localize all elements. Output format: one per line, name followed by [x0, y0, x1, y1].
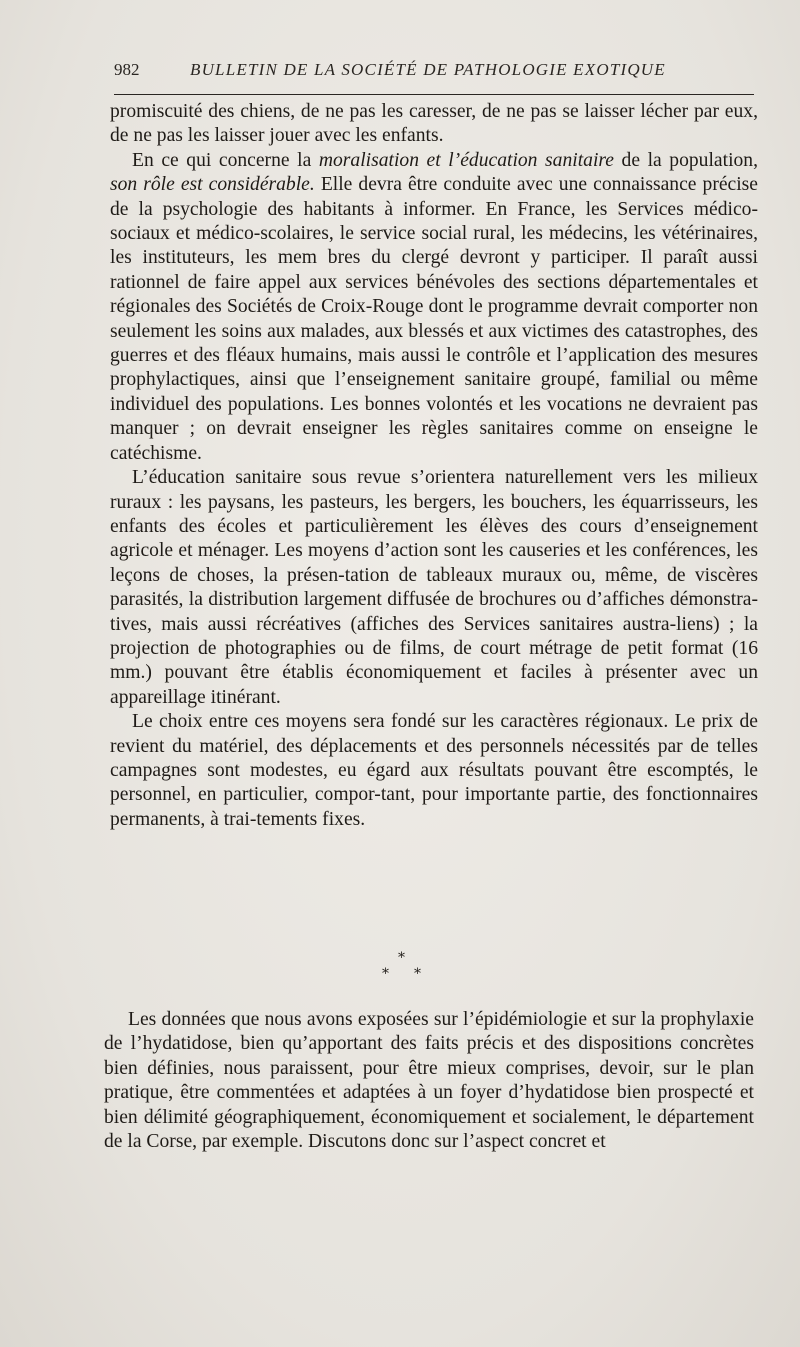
paragraph-moralisation	[110, 149, 758, 466]
paragraph-moralisation-part-b: de la population,	[613, 149, 758, 171]
body-text-upper	[110, 100, 758, 832]
emphasis-role: son rôle est considérable.	[110, 174, 315, 196]
running-header	[114, 56, 754, 90]
paragraph-continuation: promiscuité des chiens, de ne pas les caresser, de ne pas se laisser lécher par eux, de ne pas les laisser jouer avec les enfants.	[110, 101, 758, 147]
asterism	[380, 948, 430, 988]
body-text-lower	[104, 1008, 754, 1154]
page-number: 982	[114, 60, 140, 79]
asterism-star-top: *	[398, 950, 405, 966]
emphasis-moralisation: moralisation et l’éducation sanitaire	[318, 149, 614, 171]
running-title: BULLETIN DE LA SOCIÉTÉ DE PATHOLOGIE EXOTIQUE	[190, 60, 666, 79]
paragraph-moyens: Le choix entre ces moyens sera fondé sur les caractères régionaux. Le prix de revient du matériel, des déplacements et des personnels nécessités par de telles campagnes sont modestes, eu égard aux résultats pouvant être escomptés, le personnel, en particulier, compor-tant, pour importante partie, des fonctionnaires permanents, à trai-tements fixes.	[110, 711, 758, 830]
header-rule	[114, 94, 754, 95]
asterism-star-left: *	[382, 966, 389, 982]
asterism-star-right: *	[414, 966, 421, 982]
paragraph-moralisation-part-c: Elle devra être conduite avec une connaissance précise de la psychologie des habitants à informer. En France, les Services médico-sociaux et médico-scolaires, le service social rural, les médecins, les vétérinaires, les instituteurs, les mem bres du clergé devront y participer. Il paraît aussi rationnel de faire appel aux services bénévoles des sections départementales et régionales des Sociétés de Croix-Rouge dont le programme devrait comporter non seulement les soins aux malades, aux blessés et aux victimes des catastrophes, des guerres et des fléaux humains, mais aussi le contrôle et l’application des mesures prophylactiques, ainsi que l’enseignement sanitaire groupé, familial ou même individuel des populations. Les bonnes volontés et les vocations ne devraient pas manquer ; on devrait enseigner les règles sanitaires comme on enseigne le catéchisme.	[110, 174, 758, 464]
paragraph-education: L’éducation sanitaire sous revue s’orientera naturellement vers les milieux ruraux : les paysans, les pasteurs, les bergers, les bouchers, les équarrisseurs, les enfants des écoles et particulièrement les élèves des cours d’enseignement agricole et ménager. Les moyens d’action sont les causeries et les conférences, les leçons de choses, la présen-tation de tableaux muraux ou, même, de viscères parasités, la distribution largement diffusée de brochures ou d’affiches démonstra-tives, mais aussi récréatives (affiches des Services sanitaires austra-liens) ; la projection de photographies ou de films, de court métrage de petit format (16 mm.) pouvant être établis économiquement et faciles à présenter avec un appareillage itinérant.	[110, 467, 758, 708]
paragraph-moralisation-part-a: En ce qui concerne la	[132, 149, 319, 171]
paragraph-donnees: Les données que nous avons exposées sur l’épidémiologie et sur la prophylaxie de l’hydatidose, bien qu’apportant des faits précis et des dispositions concrètes bien définies, nous paraissent, pour être mieux comprises, devoir, sur le plan pratique, être commentées et adaptées à un foyer d’hydatidose bien prospecté et bien délimité géographiquement, économiquement et socialement, le département de la Corse, par exemple. Discutons donc sur l’aspect concret et	[104, 1009, 754, 1153]
